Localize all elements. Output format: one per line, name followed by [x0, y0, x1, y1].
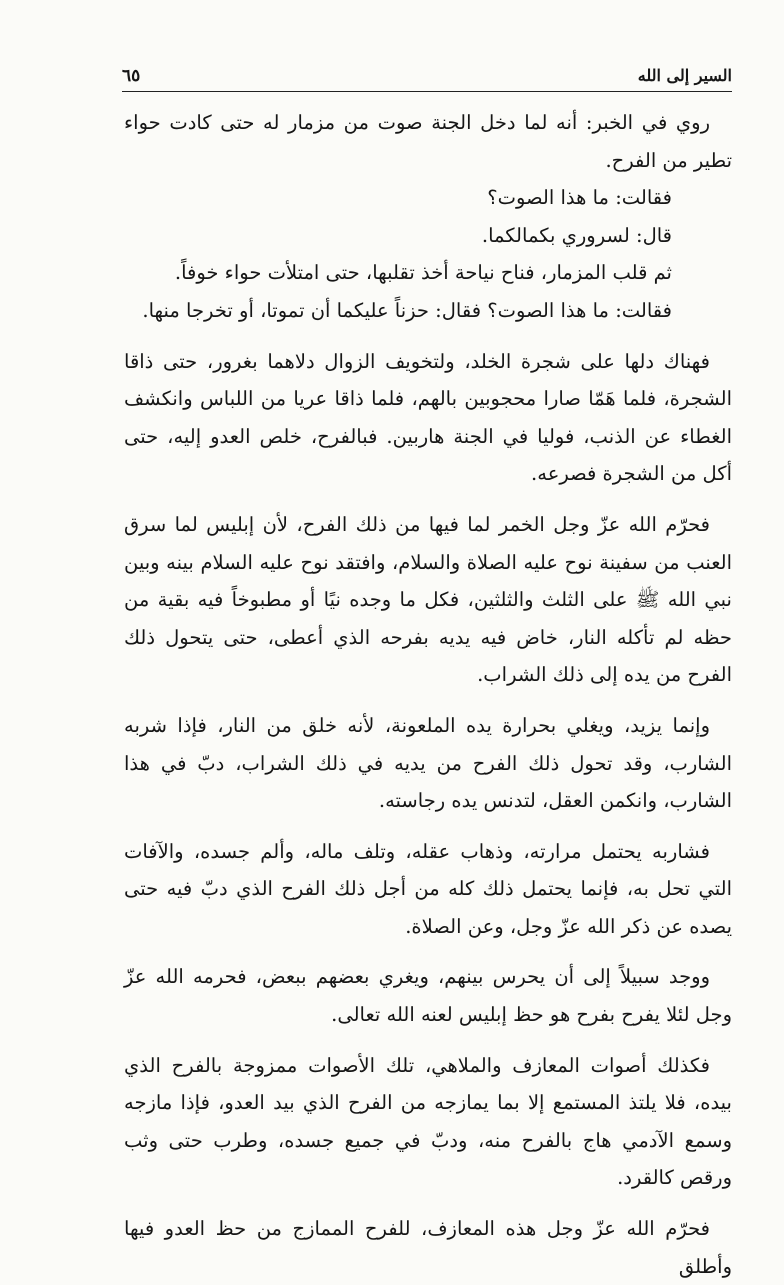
- page-body: [124, 104, 732, 1285]
- dialogue-line: ثم قلب المزمار، فناح نياحة أخذ تقلبها، حتى امتلأت حواء خوفاً.: [174, 261, 672, 285]
- paragraph: فكذلك أصوات المعازف والملاهي، تلك الأصوات ممزوجة بالفرح الذي بيده، فلا يلتذ المستمع إلا بما يمازجه من الفرح الذي بيد العدو، فإذا مازجه وسمع الآدمي هاج بالفرح منه، ودبّ في جميع جسده، وطرب حتى وثب ورقص كالقرد.: [124, 1053, 732, 1190]
- paragraph: فحرّم الله عزّ وجل الخمر لما فيها من ذلك الفرح، لأن إبليس لما سرق العنب من سفينة نوح عليه الصلاة والسلام، وافتقد نوح عليه السلام بينه وبين نبي الله ﷺ على الثلث والثلثين، فكل ما وجده نيًا أو مطبوخاً فيه بقية من حظه لم تأكله النار، خاض فيه يديه بفرحه الذي أعطى، حتى يتحول ذلك الفرح من يده إلى ذلك الشراب.: [124, 512, 732, 687]
- dialogue-line: قال: لسروري بكمالكما.: [481, 223, 672, 247]
- paragraph: ووجد سبيلاً إلى أن يحرس بينهم، ويغري بعضهم ببعض، فحرمه الله عزّ وجل لئلا يفرح بفرح هو حظ إبليس لعنه الله تعالى.: [124, 965, 732, 1027]
- paragraph: فهناك دلها على شجرة الخلد، ولتخويف الزوال دلاهما بغرور، حتى ذاقا الشجرة، فلما هَمّا صارا محجوبين بالهم، فلما ذاقا عريا من اللباس وانكشف الغطاء عن الذنب، فوليا في الجنة هاربين. فبالفرح، خلص العدو إليه، حتى أكل من الشجرة فصرعه.: [124, 349, 732, 486]
- paragraph: وإنما يزيد، ويغلي بحرارة يده الملعونة، لأنه خلق من النار، فإذا شربه الشارب، وقد تحول ذلك الفرح من يديه في ذلك الشراب، دبّ في هذا الشارب، وانكمن العقل، لتدنس يده رجاسته.: [124, 713, 732, 813]
- paragraph: روي في الخبر: أنه لما دخل الجنة صوت من مزمار له حتى كادت حواء تطير من الفرح.: [124, 111, 732, 172]
- paragraph: فحرّم الله عزّ وجل هذه المعازف، للفرح الممازج من حظ العدو فيها وأطلق: [124, 1217, 732, 1278]
- dialogue-line: فقالت: ما هذا الصوت؟: [487, 186, 672, 210]
- running-title: السير إلى الله: [637, 66, 732, 85]
- page-number: ٦٥: [122, 66, 141, 86]
- paragraph: فشاربه يحتمل مرارته، وذهاب عقله، وتلف ماله، وألم جسده، والآفات التي تحل به، فإنما يحتمل ذلك كله من أجل ذلك الفرح الذي دبّ فيه حتى يصده عن ذكر الله عزّ وجل، وعن الصلاة.: [124, 839, 732, 938]
- header-rule: [122, 91, 732, 92]
- page-header: [122, 58, 732, 92]
- dialogue-line: فقالت: ما هذا الصوت؟ فقال: حزناً عليكما أن تموتا، أو تخرجا منها.: [142, 298, 672, 322]
